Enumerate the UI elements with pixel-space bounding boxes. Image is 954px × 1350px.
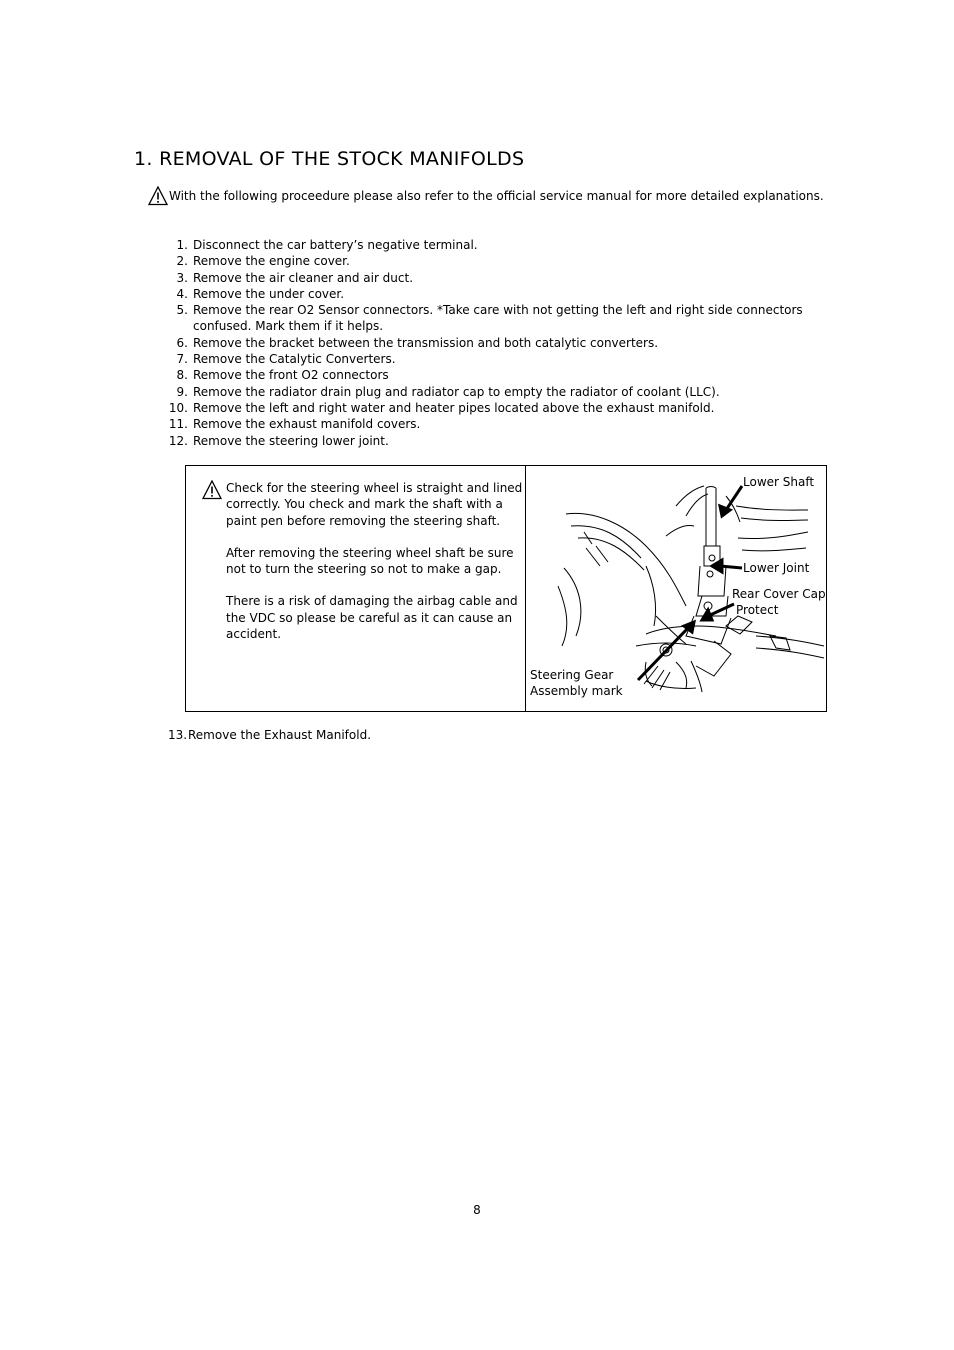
page-title: 1. REMOVAL OF THE STOCK MANIFOLDS [134,148,525,170]
lower-shaft-label: Lower Shaft [743,475,815,489]
warning-icon [202,480,222,500]
list-item: 11. Remove the exhaust manifold covers. [168,417,421,432]
rear-cover-cap-label: Rear Cover Cap [732,587,826,601]
list-item: 12. Remove the steering lower joint. [168,433,389,448]
page-number: 8 [473,1203,481,1217]
list-item: 10. Remove the left and right water and heater pipes located above the exhaust manifold. [168,400,715,415]
intro-note [148,186,824,206]
steering-gear-label: Steering Gear [530,668,614,682]
procedure-steps [160,237,818,449]
caution-paragraph: After removing the steering wheel shaft be sure not to turn the steering so not to make a gap. [226,545,514,577]
list-item: 3. Remove the air cleaner and air duct. [176,270,414,285]
figure-cell [526,466,826,711]
list-item: 1. Disconnect the car battery’s negative terminal. [176,238,478,252]
list-item: 6. Remove the bracket between the transmission and both catalytic converters. [176,335,659,350]
list-item: 8. Remove the front O2 connectors [176,368,389,383]
protect-label: Protect [736,603,779,617]
list-item: 7. Remove the Catalytic Converters. [176,352,396,367]
lower-joint-label: Lower Joint [743,561,810,575]
caution-paragraph: Check for the steering wheel is straight and lined correctly. You check and mark the shaft with a paint pen before removing the steering shaft. [226,481,523,528]
caution-cell [186,466,526,711]
list-item: 5. Remove the rear O2 Sensor connectors. *Take care with not getting the left and right side connectors confused. Mark them if it helps. [176,303,803,334]
list-item: 9. Remove the radiator drain plug and radiator cap to empty the radiator of coolant (LLC). [176,384,720,399]
list-item: 2. Remove the engine cover. [176,254,350,269]
caution-note [202,480,526,642]
assembly-mark-label: Assembly mark [530,684,623,698]
caution-table [185,465,827,712]
intro-note-text: With the following proceedure please also refer to the official service manual for more detailed explanations. [169,189,824,203]
caution-paragraph: There is a risk of damaging the airbag cable and the VDC so please be careful as it can cause an accident. [226,594,518,642]
list-item: 4. Remove the under cover. [176,286,345,301]
list-item: 13. Remove the Exhaust Manifold. [168,728,372,742]
warning-icon [148,186,168,206]
